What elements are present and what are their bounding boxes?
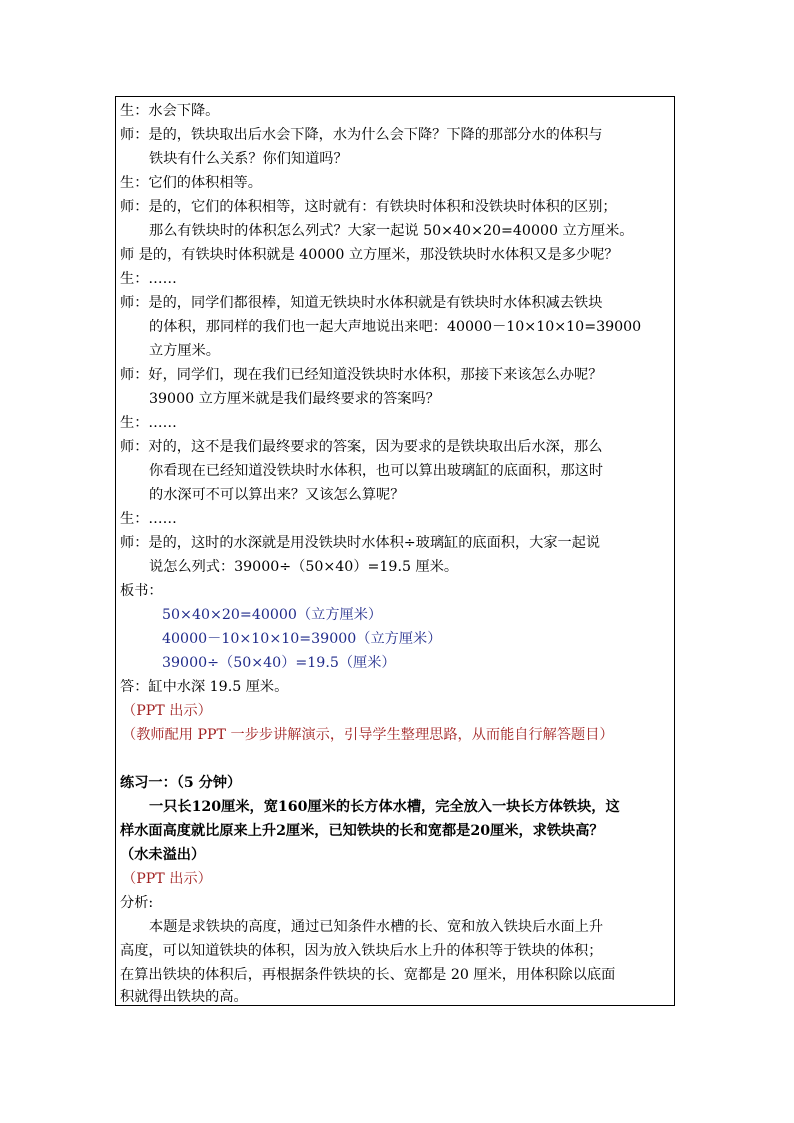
dialogue-line: 的体积，那同样的我们也一起大声地说出来吧：40000－10×10×10=39000 [149,319,642,335]
exercise-problem: （水未溢出） [120,847,206,863]
teacher-note: （教师配用 PPT 一步步讲解演示，引导学生整理思路，从而能自行解答题目） [122,727,614,743]
dialogue-line: 那么有铁块时的体积怎么列式？大家一起说 50×40×20=40000 立方厘米。 [149,223,634,239]
exercise-problem: 样水面高度就比原来上升2厘米，已知铁块的长和宽都是20厘米，求铁块高？ [120,823,604,839]
dialogue-line: 生：…… [120,271,177,287]
dialogue-line: 生：水会下降。 [120,103,220,119]
dialogue-line: 师 是的，有铁块时体积就是 40000 立方厘米，那没铁块时水体积又是多少呢？ [120,247,619,263]
board-formula: 39000÷（50×40）=19.5（厘米） [162,655,396,671]
ppt-note: （PPT 出示） [122,871,212,887]
answer-line: 答：缸中水深 19.5 厘米。 [120,679,289,695]
dialogue-line: 生：…… [120,415,177,431]
analysis-text: 高度，可以知道铁块的体积，因为放入铁块后水上升的体积等于铁块的体积； [120,943,603,959]
dialogue-line: 说怎么列式：39000÷（50×40）=19.5 厘米。 [149,559,459,575]
board-formula: 40000－10×10×10=39000（立方厘米） [162,631,442,647]
dialogue-line: 师：是的，它们的体积相等，这时就有：有铁块时体积和没铁块时体积的区别； [120,199,617,215]
analysis-text: 积就得出铁块的高。 [120,989,248,1005]
dialogue-line: 生：…… [120,511,177,527]
analysis-text: 本题是求铁块的高度，通过已知条件水槽的长、宽和放入铁块后水面上升 [149,919,604,935]
dialogue-line: 师：是的，这时的水深就是用没铁块时水体积÷玻璃缸的底面积，大家一起说 [120,535,601,551]
ppt-note: （PPT 出示） [122,703,212,719]
dialogue-line: 生：它们的体积相等。 [120,175,262,191]
dialogue-line: 师：是的，同学们都很棒，知道无铁块时水体积就是有铁块时水体积减去铁块 [120,295,603,311]
board-formula: 50×40×20=40000（立方厘米） [162,607,383,623]
analysis-heading: 分析: [120,895,154,911]
dialogue-line: 的水深可不可以算出来？又该怎么算呢？ [149,487,405,503]
dialogue-line: 立方厘米。 [149,343,220,359]
board-heading: 板书： [120,583,163,599]
analysis-text: 在算出铁块的体积后，再根据条件铁块的长、宽都是 20 厘米，用体积除以底面 [120,967,616,983]
dialogue-line: 铁块有什么关系？你们知道吗？ [149,151,348,167]
dialogue-line: 师：对的，这不是我们最终要求的答案，因为要求的是铁块取出后水深，那么 [120,439,603,455]
dialogue-line: 你看现在已经知道没铁块时水体积，也可以算出玻璃缸的底面积，那这时 [149,463,604,479]
dialogue-line: 师：好，同学们，现在我们已经知道没铁块时水体积，那接下来该怎么办呢？ [120,367,603,383]
dialogue-line: 39000 立方厘米就是我们最终要求的答案吗？ [149,391,440,407]
dialogue-line: 师：是的，铁块取出后水会下降，水为什么会下降？下降的那部分水的体积与 [120,127,603,143]
exercise-title [120,773,241,793]
exercise-problem: 一只长120厘米，宽160厘米的长方体水槽，完全放入一块长方体铁块，这 [149,799,620,815]
exercise-title-text: 练习一：（5 分钟） [120,775,242,791]
